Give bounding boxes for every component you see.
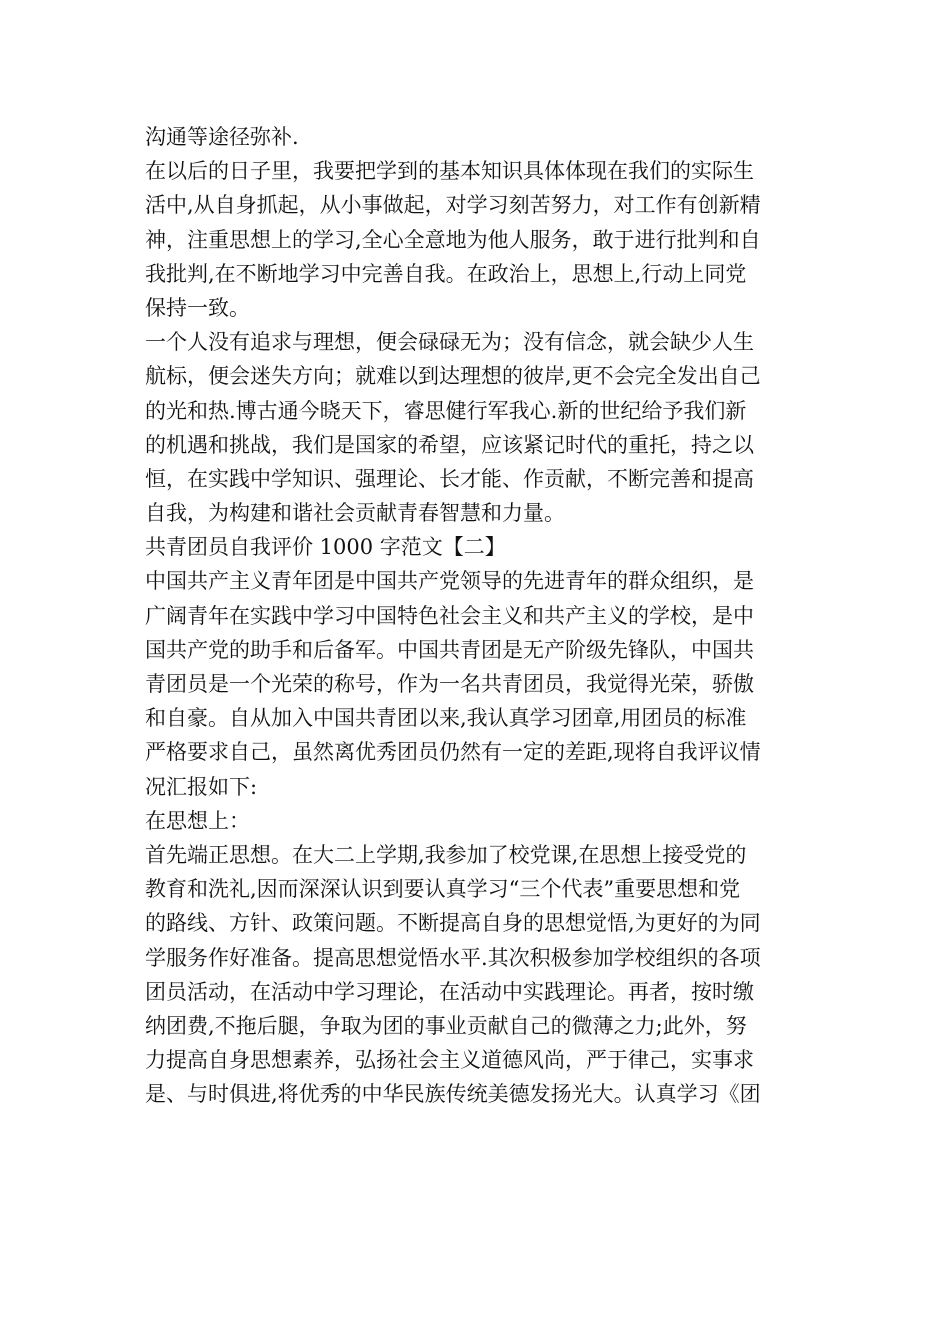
text-line: 神，注重思想上的学习,全心全意地为他人服务，敢于进行批判和自 <box>145 227 761 252</box>
text-line: 沟通等途径弥补. <box>145 125 299 149</box>
section-heading: 共青团员自我评价 1000 字范文【二】 <box>145 535 506 560</box>
text-line: 保持一致。 <box>145 295 250 320</box>
text-line: 航标，便会迷失方向；就难以到达理想的彼岸,更不会完全发出自己 <box>145 364 761 389</box>
text-line: 学服务作好准备。提高思想觉悟水平.其次积极参加学校组织的各项 <box>145 945 761 970</box>
text-line: 中国共产主义青年团是中国共产党领导的先进青年的群众组织，是 <box>145 569 754 594</box>
text-line: 纳团费,不拖后腿，争取为团的事业贡献自己的微薄之力;此外，努 <box>145 1013 747 1038</box>
text-line: 教育和洗礼,因而深深认识到要认真学习“三个代表”重要思想和党 <box>145 877 741 902</box>
text-line: 团员活动，在活动中学习理论，在活动中实践理论。再者，按时缴 <box>145 979 754 1004</box>
text-line: 严格要求自己，虽然离优秀团员仍然有一定的差距,现将自我评议情 <box>145 740 761 765</box>
text-line: 首先端正思想。在大二上学期,我参加了校党课,在思想上接受党的 <box>145 842 747 867</box>
text-line: 的机遇和挑战，我们是国家的希望，应该紧记时代的重托，持之以 <box>145 432 754 457</box>
text-line: 和自豪。自从加入中国共青团以来,我认真学习团章,用团员的标准 <box>145 706 747 731</box>
text-line: 力提高自身思想素养，弘扬社会主义道德风尚，严于律己，实事求 <box>145 1048 754 1073</box>
text-line: 广阔青年在实践中学习中国特色社会主义和共产主义的学校，是中 <box>145 603 754 628</box>
text-line: 一个人没有追求与理想，便会碌碌无为；没有信念，就会缺少人生 <box>145 330 754 355</box>
text-line: 恒，在实践中学知识、强理论、长才能、作贡献，不断完善和提高 <box>145 466 754 491</box>
text-line: 在以后的日子里，我要把学到的基本知识具体体现在我们的实际生 <box>145 159 754 184</box>
text-line: 我批判,在不断地学习中完善自我。在政治上，思想上,行动上同党 <box>145 261 747 286</box>
text-line: 活中,从自身抓起，从小事做起，对学习刻苦努力，对工作有创新精 <box>145 193 761 218</box>
text-line: 国共产党的助手和后备军。中国共青团是无产阶级先锋队，中国共 <box>145 637 754 662</box>
text-line: 是、与时俱进,将优秀的中华民族传统美德发扬光大。认真学习《团 <box>145 1082 761 1107</box>
text-line: 自我，为构建和谐社会贡献青春智慧和力量。 <box>145 501 565 526</box>
text-line: 的路线、方针、政策问题。不断提高自身的思想觉悟,为更好的为同 <box>145 911 761 936</box>
document-body <box>145 120 815 1111</box>
text-line: 况汇报如下: <box>145 774 258 799</box>
subsection-heading: 在思想上： <box>145 808 250 833</box>
text-line: 的光和热.博古通今晓天下，睿思健行军我心.新的世纪给予我们新 <box>145 398 747 423</box>
text-line: 青团员是一个光荣的称号，作为一名共青团员，我觉得光荣，骄傲 <box>145 672 754 696</box>
